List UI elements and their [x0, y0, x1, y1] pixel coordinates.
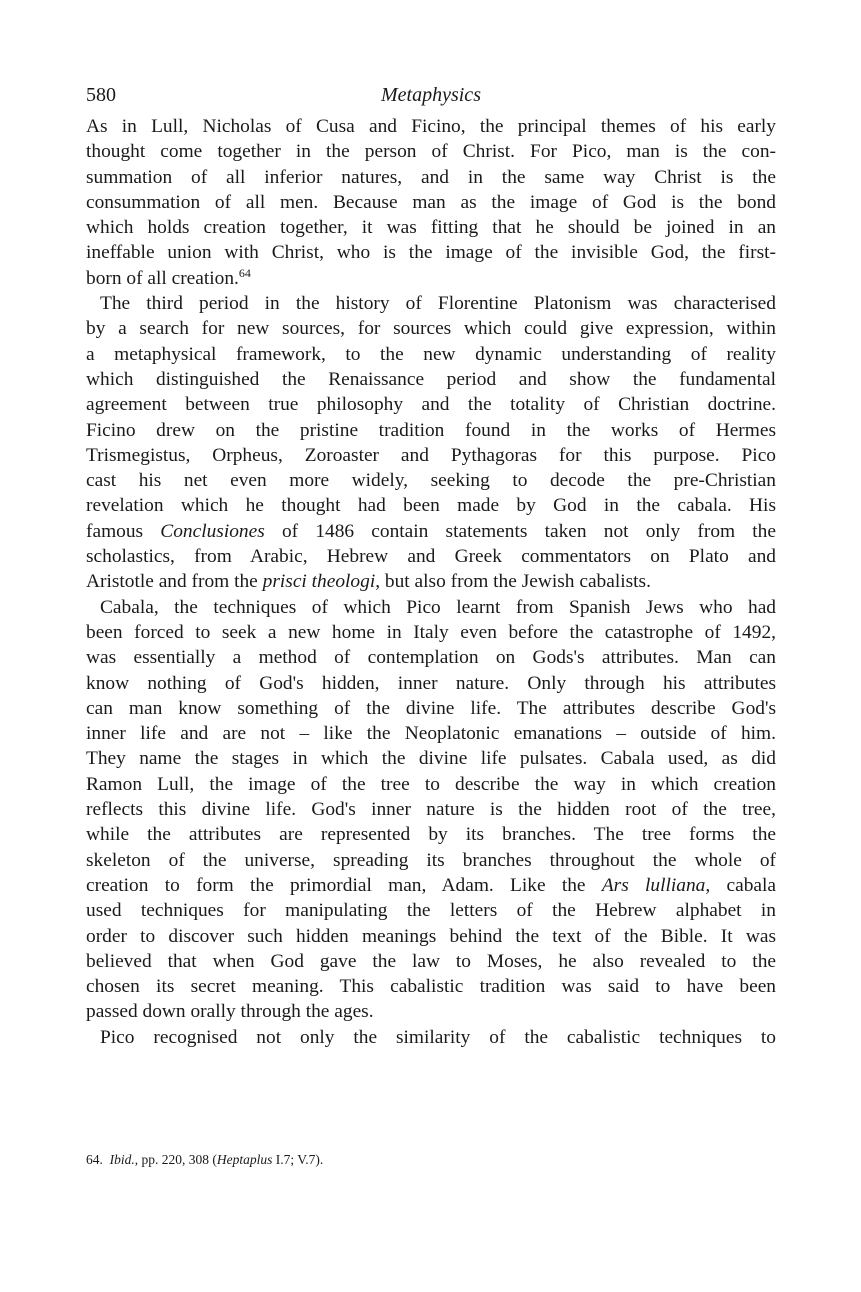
italic-term: prisci theologi [262, 571, 376, 593]
text-line: order to discover such hidden meanings behind the text of the Bible. It was [86, 925, 776, 947]
text-line: while the attributes are represented by its branches. The tree forms the [86, 824, 776, 846]
text-line: by a search for new sources, for sources which could give expression, within [86, 318, 776, 340]
paragraph-1 [86, 114, 776, 291]
text-line: used techniques for manipulating the letters of the Hebrew alphabet in [86, 900, 776, 922]
body-text [86, 114, 776, 1050]
text-line: know nothing of God's hidden, inner nature. Only through his attributes [86, 672, 776, 694]
text-line: was essentially a method of contemplation on Gods's attributes. Man can [86, 647, 776, 669]
text-span: Aristotle and from the [86, 571, 263, 593]
text-line [86, 519, 776, 544]
text-line: which holds creation together, it was fitting that he should be joined in an [86, 217, 776, 239]
text-line: summation of all inferior natures, and in the same way Christ is the [86, 166, 776, 188]
text-span: , cabala [705, 874, 776, 896]
text-line [86, 266, 776, 291]
text-line: scholastics, from Arabic, Hebrew and Greek commentators on Plato and [86, 546, 776, 568]
text-line: chosen its secret meaning. This cabalistic tradition was said to have been [86, 976, 776, 998]
text-line: been forced to seek a new home in Italy even before the catastrophe of 1492, [86, 621, 776, 643]
text-line: The third period in the history of Florentine Platonism was characterised [100, 293, 776, 315]
italic-title: Ars lulliana [601, 874, 706, 896]
text-line [86, 873, 776, 898]
footnote-refs: I.7; V.7). [272, 1152, 324, 1167]
footnote-ibid: Ibid. [109, 1152, 135, 1167]
footnote-ref[interactable]: 64 [238, 265, 251, 280]
text-span: born of all creation. [86, 267, 239, 289]
text-line: agreement between true philosophy and the totality of Christian doctrine. [86, 394, 776, 416]
text-line: Pico recognised not only the similarity of the cabalistic techniques to [100, 1026, 776, 1048]
text-span: of 1486 contain statements taken not only from the [264, 520, 776, 542]
paragraph-2 [86, 291, 776, 595]
text-span: creation to form the primordial man, Adam. Like the [86, 874, 602, 896]
text-line: thought come together in the person of Christ. For Pico, man is the con- [86, 141, 776, 163]
text-line: Trismegistus, Orpheus, Zoroaster and Pythagoras for this purpose. Pico [86, 444, 776, 466]
text-line [86, 569, 776, 594]
text-line: revelation which he thought had been made by God in the cabala. His [86, 495, 776, 517]
text-line: cast his net even more widely, seeking to decode the pre-Christian [86, 470, 776, 492]
page-header [86, 84, 776, 114]
text-span: famous [86, 520, 161, 542]
page-number: 580 [86, 84, 116, 106]
paragraph-4 [86, 1025, 776, 1050]
text-line: a metaphysical framework, to the new dynamic understanding of reality [86, 343, 776, 365]
text-line: believed that when God gave the law to Moses, he also revealed to the [86, 950, 776, 972]
text-line: consummation of all men. Because man as the image of God is the bond [86, 191, 776, 213]
text-line: Cabala, the techniques of which Pico learnt from Spanish Jews who had [100, 596, 776, 618]
text-line: As in Lull, Nicholas of Cusa and Ficino, the principal themes of his early [86, 116, 776, 137]
text-line: can man know something of the divine life. The attributes describe God's [86, 697, 776, 719]
text-line: which distinguished the Renaissance period and show the fundamental [86, 368, 776, 390]
footnote-work: Heptaplus [216, 1152, 273, 1167]
italic-title: Conclusiones [160, 520, 265, 542]
text-line: reflects this divine life. God's inner nature is the hidden root of the tree, [86, 799, 776, 821]
running-head: Metaphysics [381, 84, 481, 106]
text-line: inner life and are not – like the Neoplatonic emanations – outside of him. [86, 723, 776, 745]
paragraph-3 [86, 595, 776, 1025]
footnote-pages: , pp. 220, 308 ( [134, 1152, 217, 1167]
text-line: Ficino drew on the pristine tradition found in the works of Hermes [86, 419, 776, 441]
footnote [86, 1152, 776, 1168]
text-line: ineffable union with Christ, who is the image of the invisible God, the first- [86, 242, 776, 264]
text-line: They name the stages in which the divine life pulsates. Cabala used, as did [86, 748, 776, 770]
footnote-number: 64. [86, 1152, 103, 1167]
text-line: passed down orally through the ages. [86, 1001, 374, 1023]
text-line: skeleton of the universe, spreading its branches throughout the whole of [86, 849, 776, 871]
text-line: Ramon Lull, the image of the tree to describe the way in which creation [86, 773, 776, 795]
text-span: , but also from the Jewish cabalists. [375, 571, 651, 593]
